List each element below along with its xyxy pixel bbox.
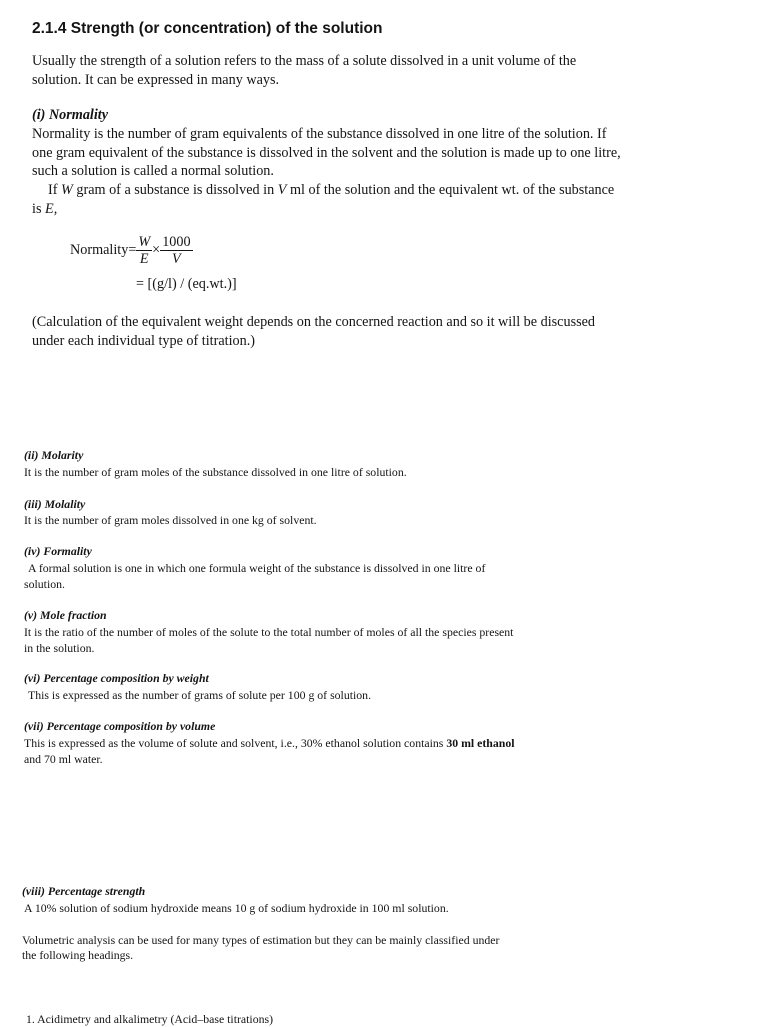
pct-strength-label: (viii) Percentage strength bbox=[22, 884, 146, 898]
molality-label: (iii) Molality bbox=[24, 497, 86, 511]
normality-if-line: If W gram of a substance is dissolved in V ml of the solution and the equivalent wt. of the substance bbox=[48, 182, 615, 198]
volumetric-line-1: Volumetric analysis can be used for many types of estimation but they can be mainly classified under bbox=[22, 933, 500, 947]
formula-line-2: = [(g/l) / (eq.wt.)] bbox=[136, 276, 237, 292]
list-item: 1. Acidimetry and alkalimetry (Acid–base titrations) bbox=[26, 1012, 274, 1026]
pct-volume-label: (vii) Percentage composition by volume bbox=[24, 719, 216, 733]
formality-line-1: A formal solution is one in which one formula weight of the substance is dissolved in one litre of bbox=[28, 561, 486, 575]
formula-lhs: Normality bbox=[70, 241, 129, 258]
formula-fraction-1000-over-v: $\frac{1000}{V}$ bbox=[162, 234, 191, 267]
molarity-text: It is the number of gram moles of the substance dissolved in one litre of solution. bbox=[24, 465, 407, 479]
normality-line-2: one gram equivalent of the substance is dissolved in the solvent and the solution is made up to one litre, bbox=[32, 145, 621, 161]
molarity-label: (ii) Molarity bbox=[24, 448, 84, 462]
pct-weight-label: (vi) Percentage composition by weight bbox=[24, 671, 209, 685]
formality-line-2: solution. bbox=[24, 577, 65, 591]
intro-line-2: solution. It can be expressed in many ways. bbox=[32, 72, 280, 88]
normality-label: (i) Normality bbox=[32, 107, 109, 123]
formula-fraction-w-over-e: $\frac{W}{E}$ bbox=[138, 234, 151, 267]
pct-volume-line-2: and 70 ml water. bbox=[24, 752, 103, 766]
normality-is-line: is E, bbox=[32, 201, 58, 217]
intro-line-1: Usually the strength of a solution refers to the mass of a solute dissolved in a unit volume of the bbox=[32, 53, 577, 69]
formality-label: (iv) Formality bbox=[24, 544, 92, 558]
pct-weight-text: This is expressed as the number of grams of solute per 100 g of solution. bbox=[28, 688, 372, 702]
section-heading: 2.1.4 Strength (or concentration) of the solution bbox=[32, 20, 383, 37]
pct-strength-text: A 10% solution of sodium hydroxide means 10 g of sodium hydroxide in 100 ml solution. bbox=[24, 901, 449, 915]
volumetric-line-2: the following headings. bbox=[22, 948, 134, 962]
mole-fraction-line-1: It is the ratio of the number of moles of the solute to the total number of moles of all the species present bbox=[24, 625, 514, 639]
molality-text: It is the number of gram moles dissolved in one kg of solvent. bbox=[24, 513, 317, 527]
normality-line-1: Normality is the number of gram equivalents of the substance dissolved in one litre of the solution. If bbox=[32, 126, 607, 142]
normality-note-line-2: under each individual type of titration.) bbox=[32, 333, 255, 349]
normality-formula: Normality= $\frac{W}{E}$ × $\frac{1000}{V}$ bbox=[70, 234, 191, 267]
normality-line-3: such a solution is called a normal solution. bbox=[32, 163, 274, 179]
mole-fraction-line-2: in the solution. bbox=[24, 641, 95, 655]
mole-fraction-label: (v) Mole fraction bbox=[24, 608, 107, 622]
normality-note-line-1: (Calculation of the equivalent weight depends on the concerned reaction and so it will be discussed bbox=[32, 314, 595, 330]
pct-volume-line-1: This is expressed as the volume of solute and solvent, i.e., 30% ethanol solution contains 30 ml ethanol bbox=[24, 736, 515, 750]
